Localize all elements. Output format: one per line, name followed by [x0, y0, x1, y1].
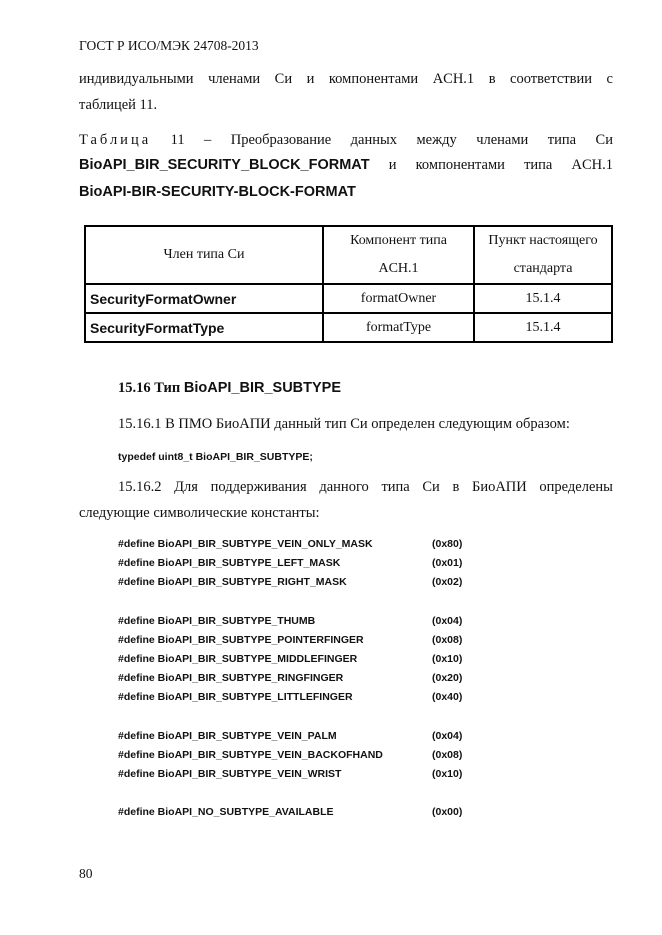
word: определены	[539, 479, 613, 495]
word: типа	[547, 132, 577, 148]
word: типа	[381, 479, 410, 495]
word: ACH.1	[432, 71, 475, 87]
column-header-component	[323, 226, 474, 284]
define-value: (0x04)	[432, 729, 463, 742]
mapping-table	[84, 225, 613, 343]
paragraph-15-16-2-line-2: следующие символические константы:	[79, 505, 320, 521]
table-caption-line-2	[79, 157, 613, 174]
define-row	[118, 653, 478, 672]
header-label-line: Компонент типа	[350, 233, 447, 248]
word: членами	[208, 71, 261, 87]
define-value: (0x02)	[432, 576, 463, 589]
page-number: 80	[79, 866, 93, 881]
define-name: #define BioAPI_NO_SUBTYPE_AVAILABLE	[118, 806, 334, 819]
define-value: (0x80)	[432, 538, 463, 550]
define-row	[118, 730, 478, 749]
section-type-name: BioAPI_BIR_SUBTYPE	[183, 380, 342, 396]
word: Преобразование	[230, 132, 332, 148]
word: Си	[274, 71, 293, 87]
word: 11	[170, 132, 185, 148]
word: и	[388, 157, 397, 173]
column-header-clause	[474, 226, 612, 284]
word: компонентами	[328, 71, 419, 87]
component-cell: formatOwner	[323, 284, 474, 313]
define-name: #define BioAPI_BIR_SUBTYPE_THUMB	[118, 614, 316, 627]
define-name: #define BioAPI_BIR_SUBTYPE_MIDDLEFINGER	[118, 652, 358, 665]
intro-line-2: таблицей 11.	[79, 97, 158, 113]
define-value: (0x00)	[432, 806, 463, 819]
word: типа	[524, 157, 553, 173]
table-row	[85, 313, 612, 342]
define-name: #define BioAPI_BIR_SUBTYPE_LITTLEFINGER	[118, 691, 353, 704]
define-row	[118, 672, 478, 691]
define-row	[118, 538, 478, 557]
table-row	[85, 284, 612, 313]
define-value: (0x04)	[432, 614, 463, 627]
word: поддерживания	[210, 479, 307, 495]
define-value: (0x20)	[432, 672, 463, 685]
word: БиоАПИ	[472, 479, 527, 495]
member-cell: SecurityFormatOwner	[85, 284, 323, 313]
define-row	[118, 615, 478, 634]
word: индивидуальными	[79, 71, 194, 87]
define-row	[118, 768, 478, 787]
typedef-code: typedef uint8_t BioAPI_BIR_SUBTYPE;	[118, 451, 313, 463]
word: 15.16.2	[118, 479, 162, 495]
page-header: ГОСТ Р ИСО/МЭК 24708-2013	[79, 38, 259, 53]
define-value: (0x01)	[432, 557, 463, 570]
clause-cell: 15.1.4	[474, 313, 612, 342]
define-row	[118, 749, 478, 768]
word: Для	[174, 479, 198, 495]
header-label-line: Пункт настоящего	[488, 233, 598, 248]
word: Си	[595, 132, 613, 148]
define-name: #define BioAPI_BIR_SUBTYPE_VEIN_ONLY_MASK	[118, 538, 373, 550]
define-name: #define BioAPI_BIR_SUBTYPE_POINTERFINGER	[118, 633, 364, 646]
paragraph-15-16-2-line-1	[118, 479, 613, 496]
define-name: #define BioAPI_BIR_SUBTYPE_VEIN_WRIST	[118, 767, 342, 780]
word: соответствии	[510, 71, 592, 87]
word: членами	[476, 132, 529, 148]
header-label: Член типа Си	[163, 247, 245, 262]
word: –	[204, 132, 212, 148]
define-name: #define BioAPI_BIR_SUBTYPE_VEIN_BACKOFHAND	[118, 748, 383, 761]
word: компонентами	[415, 157, 505, 173]
define-row	[118, 691, 478, 710]
table-header-row	[85, 226, 612, 284]
word: Таблица	[79, 132, 152, 148]
define-name: #define BioAPI_BIR_SUBTYPE_RINGFINGER	[118, 672, 344, 685]
type-name: BioAPI_BIR_SECURITY_BLOCK_FORMAT	[79, 157, 370, 173]
asn1-type-name: BioAPI-BIR-SECURITY-BLOCK-FORMAT	[79, 184, 356, 200]
member-cell: SecurityFormatType	[85, 313, 323, 342]
section-number: 15.16 Тип	[118, 380, 181, 396]
define-row	[118, 576, 478, 595]
header-label-line: стандарта	[513, 261, 573, 276]
word: данных	[350, 132, 397, 148]
word: и	[306, 71, 315, 87]
define-value: (0x08)	[432, 748, 463, 761]
define-value: (0x10)	[432, 652, 463, 665]
word: в	[452, 479, 460, 495]
define-name: #define BioAPI_BIR_SUBTYPE_VEIN_PALM	[118, 729, 337, 742]
define-value: (0x10)	[432, 767, 463, 780]
word: между	[416, 132, 457, 148]
define-row	[118, 634, 478, 653]
column-header-member	[85, 226, 323, 284]
word: в	[488, 71, 496, 87]
define-name: #define BioAPI_BIR_SUBTYPE_LEFT_MASK	[118, 557, 341, 570]
define-list	[118, 538, 478, 825]
section-heading	[118, 380, 341, 397]
word: данного	[319, 479, 369, 495]
table-caption-line-1	[79, 132, 613, 149]
header-label-line: ACH.1	[378, 261, 419, 276]
word: Си	[422, 479, 440, 495]
define-row	[118, 806, 478, 825]
define-row	[118, 557, 478, 576]
word: ACH.1	[571, 157, 613, 173]
define-value: (0x08)	[432, 633, 463, 646]
component-cell: formatType	[323, 313, 474, 342]
intro-line-1	[79, 71, 613, 88]
define-name: #define BioAPI_BIR_SUBTYPE_RIGHT_MASK	[118, 576, 347, 589]
clause-cell: 15.1.4	[474, 284, 612, 313]
paragraph-15-16-1: 15.16.1 В ПМО БиоАПИ данный тип Си определен следующим образом:	[118, 416, 570, 432]
word: с	[606, 71, 613, 87]
define-value: (0x40)	[432, 691, 463, 704]
